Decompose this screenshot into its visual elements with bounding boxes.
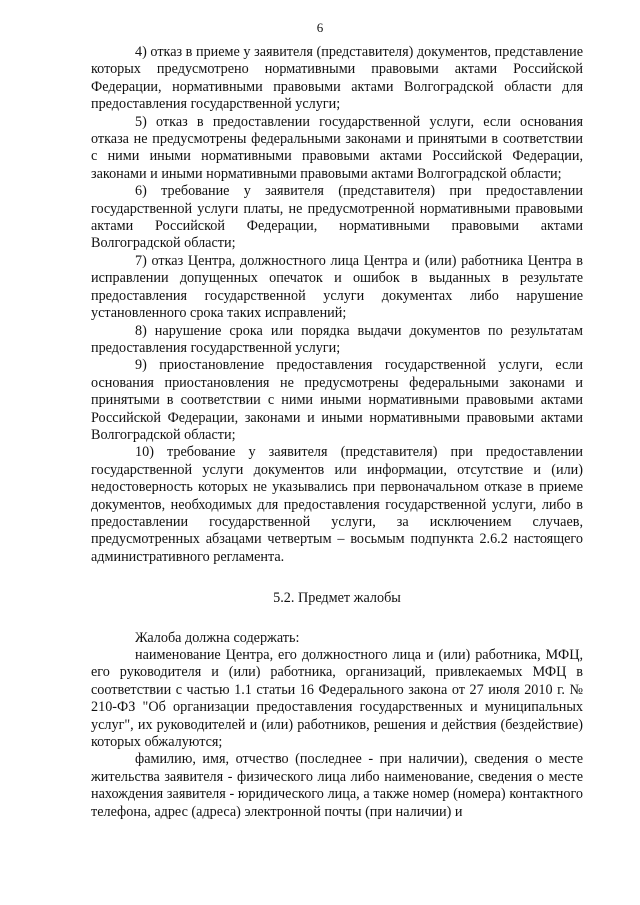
section-paragraph: фамилию, имя, отчество (последнее - при наличии), сведения о месте жительства заявителя - физического лица либо наименование, сведения о месте нахождения заявителя - юридического лица, а также номер (номера) контактного телефона, адрес (адреса) электронной почты (при наличии) и <box>91 751 583 820</box>
list-item-5: 5) отказ в предоставлении государственной услуги, если основания отказа не предусмотрены федеральными законами и принятыми в соответствии с ними иными нормативными правовыми актами Российской Федерации, законами и иными нормативными правовыми актами Волгоградской области; <box>91 113 583 182</box>
list-item-9: 9) приостановление предоставления государственной услуги, если основания приостановления не предусмотрены федеральными законами и принятыми в соответствии с ними иными нормативными правовыми актами Российской Федерации, законами и иными нормативными правовыми актами Волгоградской области; <box>91 357 583 443</box>
list-item-8: 8) нарушение срока или порядка выдачи документов по результатам предоставления государственной услуги; <box>91 322 583 356</box>
list-item-7: 7) отказ Центра, должностного лица Центра и (или) работника Центра в исправлении допущенных опечаток и ошибок в выданных в результате предоставления государственной услуги документах либо нарушение установленного срока таких исправлений; <box>91 252 583 322</box>
list-item-4: 4) отказ в приеме у заявителя (представителя) документов, представление которых предусмотрено нормативными правовыми актами Российской Федерации, нормативными правовыми актами Волгоградской области для предоставления государственной услуги; <box>91 44 583 113</box>
list-item-10: 10) требование у заявителя (представителя) при предоставлении государственной услуги документов или информации, отсутствие и (или) недостоверность которых не указывались при первоначальном отказе в приеме документов, необходимых для предоставления государственной услуги, либо в предоставлении государственной услуги, за исключением случаев, предусмотренных абзацами четвертым – восьмым подпункта 2.6.2 настоящего административного регламента. <box>91 444 583 565</box>
list-item-6: 6) требование у заявителя (представителя) при предоставлении государственной услуги платы, не предусмотренной нормативными правовыми актами Российской Федерации, нормативными правовыми актами Волгоградской области; <box>91 183 583 252</box>
section-lead: Жалоба должна содержать: <box>135 629 300 646</box>
document-body <box>91 44 583 821</box>
page-number: 6 <box>316 20 324 35</box>
section-heading: 5.2. Предмет жалобы <box>273 590 401 607</box>
section-paragraph: наименование Центра, его должностного лица и (или) работника, МФЦ, его руководителя и (или) работника, организаций, привлекаемых МФЦ в соответствии с частью 1.1 статьи 16 Федерального закона от 27 июля 2010 г. № 210-ФЗ "Об организации предоставления государственных и муниципальных услуг", их руководителей и (или) работников, решения и действия (бездействие) которых обжалуются; <box>91 647 583 751</box>
